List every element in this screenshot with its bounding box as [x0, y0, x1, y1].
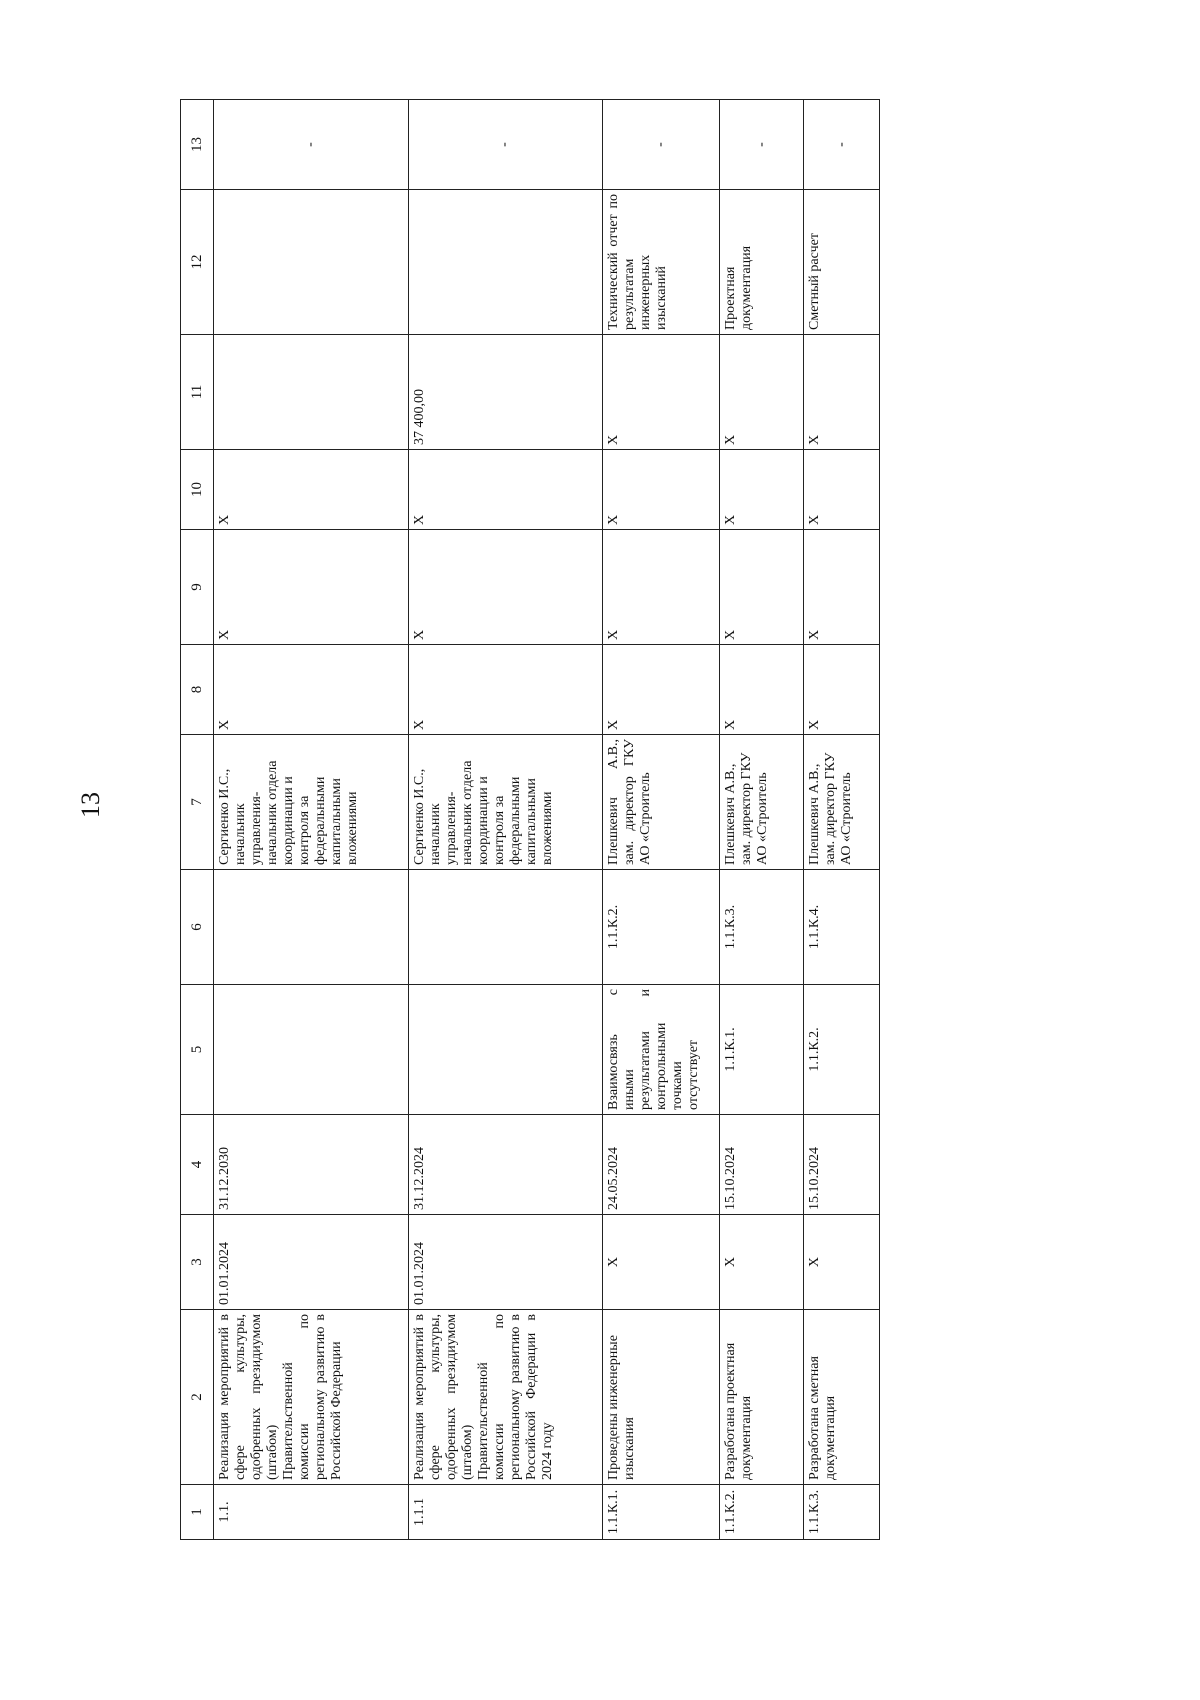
- row-end-date: 15.10.2024: [804, 1115, 880, 1215]
- row-col8: Х: [603, 645, 720, 735]
- row-end-date: 24.05.2024: [603, 1115, 720, 1215]
- row-predecessor: 1.1.К.2.: [804, 985, 880, 1115]
- plan-table: [180, 99, 880, 1540]
- table-row: [719, 100, 803, 1540]
- row-col11: Х: [603, 335, 720, 450]
- row-responsible: Плешкевич А.В., зам. директор ГКУ АО «Строитель: [804, 735, 880, 870]
- row-name: Разработана проектная документация: [719, 1310, 803, 1485]
- row-start-date: Х: [603, 1215, 720, 1310]
- col-header-6: 6: [181, 870, 214, 985]
- row-start-date: 01.01.2024: [214, 1215, 409, 1310]
- row-col12: Технический отчет по результатам инженерных изысканий: [603, 190, 720, 335]
- row-col13: -: [214, 100, 409, 190]
- row-col11: 37 400,00: [408, 335, 603, 450]
- row-col10: Х: [804, 450, 880, 530]
- row-col8: Х: [804, 645, 880, 735]
- row-col13: -: [804, 100, 880, 190]
- row-responsible: Сергиенко И.С., начальник управления-начальник отдела координации и контроля за федеральными капитальными вложениями: [408, 735, 603, 870]
- row-name: Проведены инженерные изыскания: [603, 1310, 720, 1485]
- row-col12: [408, 190, 603, 335]
- row-start-date: Х: [719, 1215, 803, 1310]
- row-end-date: 31.12.2030: [214, 1115, 409, 1215]
- row-col12: [214, 190, 409, 335]
- row-col10: Х: [408, 450, 603, 530]
- col-header-9: 9: [181, 530, 214, 645]
- row-number: 1.1.К.2.: [719, 1485, 803, 1540]
- row-successor: [408, 870, 603, 985]
- row-number: 1.1.К.1.: [603, 1485, 720, 1540]
- col-header-2: 2: [181, 1310, 214, 1485]
- row-responsible: Сергиенко И.С., начальник управления-начальник отдела координации и контроля за федеральными капитальными вложениями: [214, 735, 409, 870]
- row-col11: Х: [804, 335, 880, 450]
- table-row: [408, 100, 603, 1540]
- row-successor: 1.1.К.2.: [603, 870, 720, 985]
- col-header-7: 7: [181, 735, 214, 870]
- table-row: [214, 100, 409, 1540]
- row-number: 1.1.К.3.: [804, 1485, 880, 1540]
- col-header-10: 10: [181, 450, 214, 530]
- row-col12: Сметный расчет: [804, 190, 880, 335]
- row-col9: Х: [719, 530, 803, 645]
- col-header-1: 1: [181, 1485, 214, 1540]
- col-header-12: 12: [181, 190, 214, 335]
- rotated-table-container: [180, 100, 880, 1540]
- row-col9: Х: [603, 530, 720, 645]
- row-col8: Х: [214, 645, 409, 735]
- row-col13: -: [603, 100, 720, 190]
- row-col9: Х: [804, 530, 880, 645]
- row-col8: Х: [408, 645, 603, 735]
- row-name: Реализация мероприятий в сфере культуры, одобренных президиумом (штабом) Правительственной комиссии по региональному развитию в Российской Федерации в 2024 году: [408, 1310, 603, 1485]
- row-col13: -: [719, 100, 803, 190]
- row-col10: Х: [214, 450, 409, 530]
- row-name: Разработана сметная документация: [804, 1310, 880, 1485]
- row-col9: Х: [214, 530, 409, 645]
- header-row: [181, 100, 214, 1540]
- row-successor: 1.1.К.3.: [719, 870, 803, 985]
- col-header-8: 8: [181, 645, 214, 735]
- row-col11: Х: [719, 335, 803, 450]
- row-number: 1.1.1: [408, 1485, 603, 1540]
- row-col11: [214, 335, 409, 450]
- col-header-4: 4: [181, 1115, 214, 1215]
- row-end-date: 15.10.2024: [719, 1115, 803, 1215]
- row-predecessor: [408, 985, 603, 1115]
- col-header-13: 13: [181, 100, 214, 190]
- row-start-date: Х: [804, 1215, 880, 1310]
- row-predecessor: 1.1.К.1.: [719, 985, 803, 1115]
- row-predecessor: Взаимосвязь с иными результатами и контрольными точками отсутствует: [603, 985, 720, 1115]
- table-row: [804, 100, 880, 1540]
- col-header-3: 3: [181, 1215, 214, 1310]
- row-successor: [214, 870, 409, 985]
- row-number: 1.1.: [214, 1485, 409, 1540]
- row-col13: -: [408, 100, 603, 190]
- col-header-11: 11: [181, 335, 214, 450]
- col-header-5: 5: [181, 985, 214, 1115]
- row-responsible: Плешкевич А.В., зам. директор ГКУ АО «Строитель: [603, 735, 720, 870]
- table-row: [603, 100, 720, 1540]
- row-col8: Х: [719, 645, 803, 735]
- row-responsible: Плешкевич А.В., зам. директор ГКУ АО «Строитель: [719, 735, 803, 870]
- row-col10: Х: [603, 450, 720, 530]
- row-successor: 1.1.К.4.: [804, 870, 880, 985]
- row-predecessor: [214, 985, 409, 1115]
- row-end-date: 31.12.2024: [408, 1115, 603, 1215]
- row-col9: Х: [408, 530, 603, 645]
- row-name: Реализация мероприятий в сфере культуры, одобренных президиумом (штабом) Правительственной комиссии по региональному развитию в Российской Федерации: [214, 1310, 409, 1485]
- row-start-date: 01.01.2024: [408, 1215, 603, 1310]
- row-col12: Проектная документация: [719, 190, 803, 335]
- row-col10: Х: [719, 450, 803, 530]
- page-number: 13: [76, 792, 105, 818]
